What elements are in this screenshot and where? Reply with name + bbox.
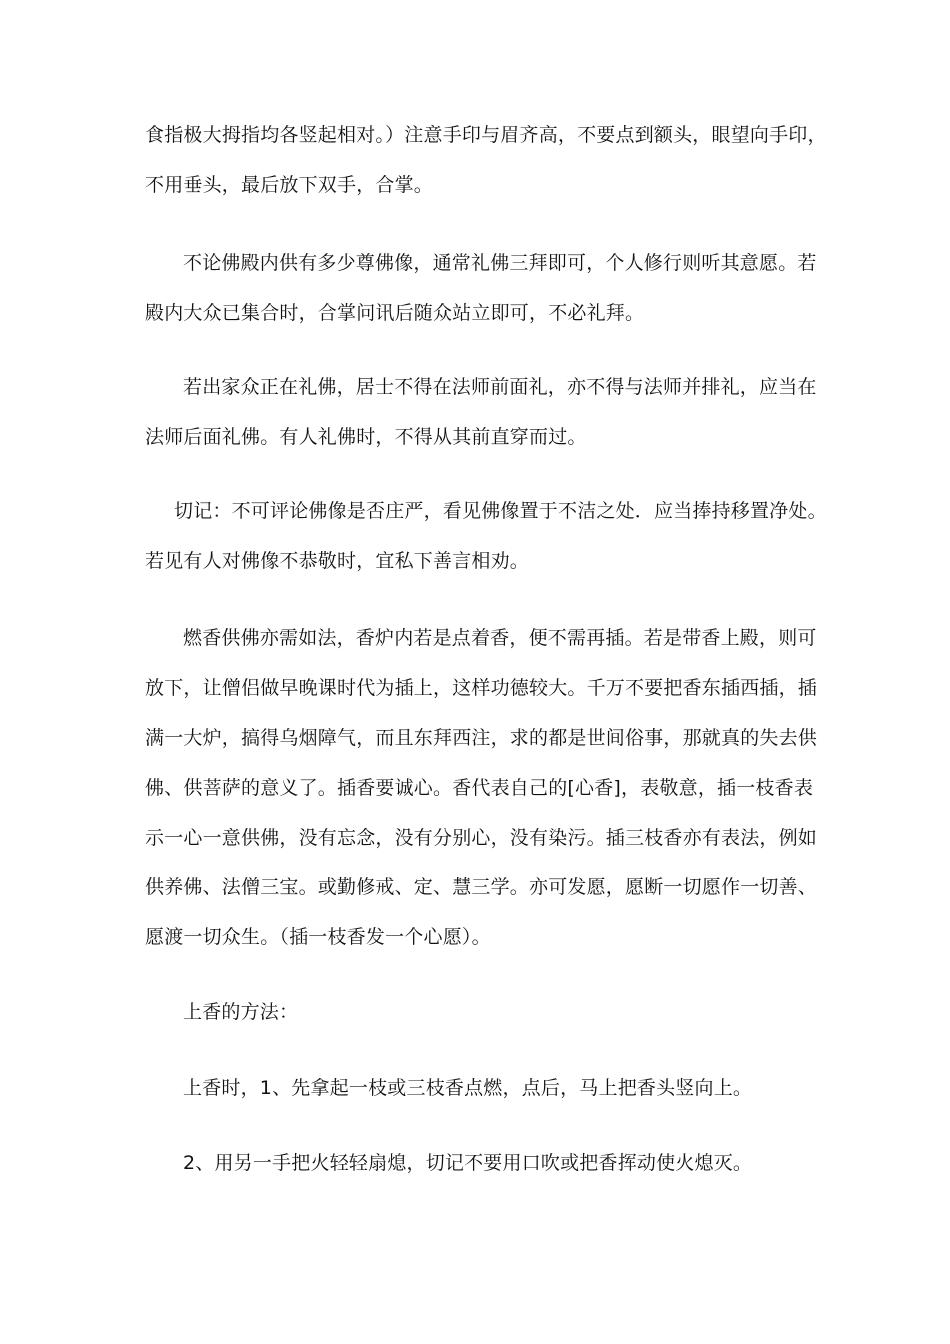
text-line: 不论佛殿内供有多少尊佛像，通常礼佛三拜即可，个人修行则听其意愿。若 <box>183 252 817 274</box>
text-line: 佛、供菩萨的意义了。插香要诚心。香代表自己的[心香]，表敬意，插一枝香表 <box>145 777 814 799</box>
text-line: 满一大炉，搞得乌烟障气，而且东拜西注，求的都是世间俗事，那就真的失去供 <box>145 727 818 749</box>
text-line: 若见有人对佛像不恭敬时，宜私下善言相劝。 <box>145 550 530 572</box>
text-line: 愿渡一切众生。（插一枝香发一个心愿）。 <box>145 926 491 948</box>
text-line: 法师后面礼佛。有人礼佛时，不得从其前直穿而过。 <box>145 426 587 448</box>
text-line: 食指极大拇指均各竖起相对。）注意手印与眉齐高，不要点到额头，眼望向手印， <box>145 124 827 146</box>
text-line: 上香时，1、先拿起一枝或三枝香点燃，点后，马上把香头竖向上。 <box>183 1077 753 1099</box>
text-line: 若出家众正在礼佛，居士不得在法师前面礼，亦不得与法师并排礼，应当在 <box>183 376 817 398</box>
text-line: 示一心一意供佛，没有忘念，没有分别心，没有染污。插三枝香亦有表法，例如 <box>145 827 818 849</box>
text-line: 放下，让僧侣做早晚课时代为插上，这样功德较大。千万不要把香东插西插，插 <box>145 677 818 699</box>
text-line: 殿内大众已集合时，合掌问讯后随众站立即可，不必礼拜。 <box>145 302 645 324</box>
text-line: 上香的方法： <box>183 1001 299 1023</box>
text-line: 燃香供佛亦需如法，香炉内若是点着香，便不需再插。若是带香上殿，则可 <box>183 627 817 649</box>
text-line: 不用垂头，最后放下双手，合掌。 <box>145 174 434 196</box>
text-line: 供养佛、法僧三宝。或勤修戒、定、慧三学。亦可发愿，愿断一切愿作一切善、 <box>145 876 818 898</box>
text-line: 2、用另一手把火轻轻扇熄，切记不要用口吹或把香挥动使火熄灭。 <box>183 1152 753 1174</box>
text-line: 切记：不可评论佛像是否庄严，看见佛像置于不洁之处．应当捧持移置净处。 <box>174 500 827 522</box>
